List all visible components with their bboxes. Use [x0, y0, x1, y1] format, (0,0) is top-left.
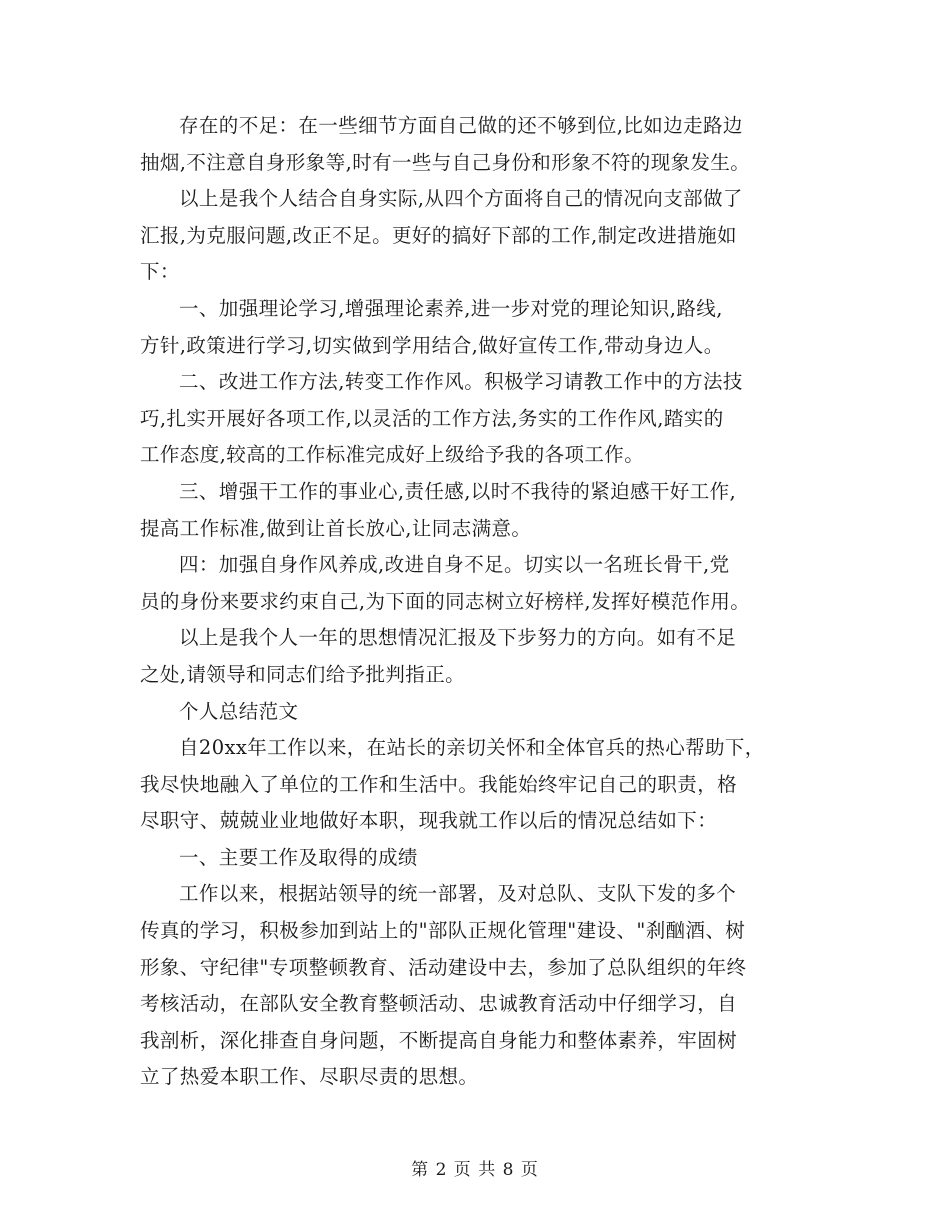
page-number-footer: 第 2 页 共 8 页 [411, 1160, 539, 1180]
document-body [140, 108, 830, 1096]
paragraph-work-details: 工作以来，根据站领导的统一部署，及对总队、支队下发的多个 传真的学习，积极参加到站上的"部队正规化管理"建设、"刹酗酒、树 形象、守纪律"专项整顿教育、活动建设中去，参加了总队组织的年终 考核活动，在部队安全教育整顿活动、忠诚教育活动中仔细学习，自 我剖析，深化排查自身问题，不断提高自身能力和整体素养，牢固树 立了热爱本职工作、尽职尽责的思想。 [140, 882, 747, 1089]
paragraph-measure-4: 四：加强自身作风养成,改进自身不足。切实以一名班长骨干,党 员的身份来要求约束自己,为下面的同志树立好榜样,发挥好模范作用。 [140, 553, 751, 613]
paragraph-measure-1: 一、加强理论学习,增强理论素养,进一步对党的理论知识,路线, 方针,政策进行学习,切实做到学用结合,做好宣传工作,带动身边人。 [140, 296, 724, 357]
section-heading-achievements: 一、主要工作及取得的成绩 [179, 845, 418, 869]
paragraph-intro: 自20xx年工作以来，在站长的亲切关怀和全体官兵的热心帮助下， 我尽快地融入了单位的工作和生活中。我能始终牢记自己的职责，格 尽职守、兢兢业业地做好本职，现我就工作以后的情况总结如下： [140, 736, 765, 833]
paragraph-report-summary: 以上是我个人结合自身实际,从四个方面将自己的情况向支部做了 汇报,为克服问题,改正不足。更好的搞好下部的工作,制定改进措施如 下： [140, 187, 743, 284]
paragraph-measure-3: 三、增强干工作的事业心,责任感,以时不我待的紧迫感干好工作, 提高工作标准,做到让首长放心,让同志满意。 [140, 479, 737, 540]
paragraph-closing: 以上是我个人一年的思想情况汇报及下步努力的方向。如有不足 之处,请领导和同志们给予批判指正。 [140, 626, 737, 686]
section-heading-sample: 个人总结范文 [179, 699, 299, 723]
paragraph-measure-2: 二、改进工作方法,转变工作作风。积极学习请教工作中的方法技 巧,扎实开展好各项工作,以灵活的工作方法,务实的工作作风,踏实的 工作态度,较高的工作标准完成好上级给予我的各项工作。 [140, 370, 743, 467]
paragraph-shortcomings: 存在的不足：在一些细节方面自己做的还不够到位,比如边走路边 抽烟,不注意自身形象等,时有一些与自己身份和形象不符的现象发生。 [140, 114, 751, 174]
